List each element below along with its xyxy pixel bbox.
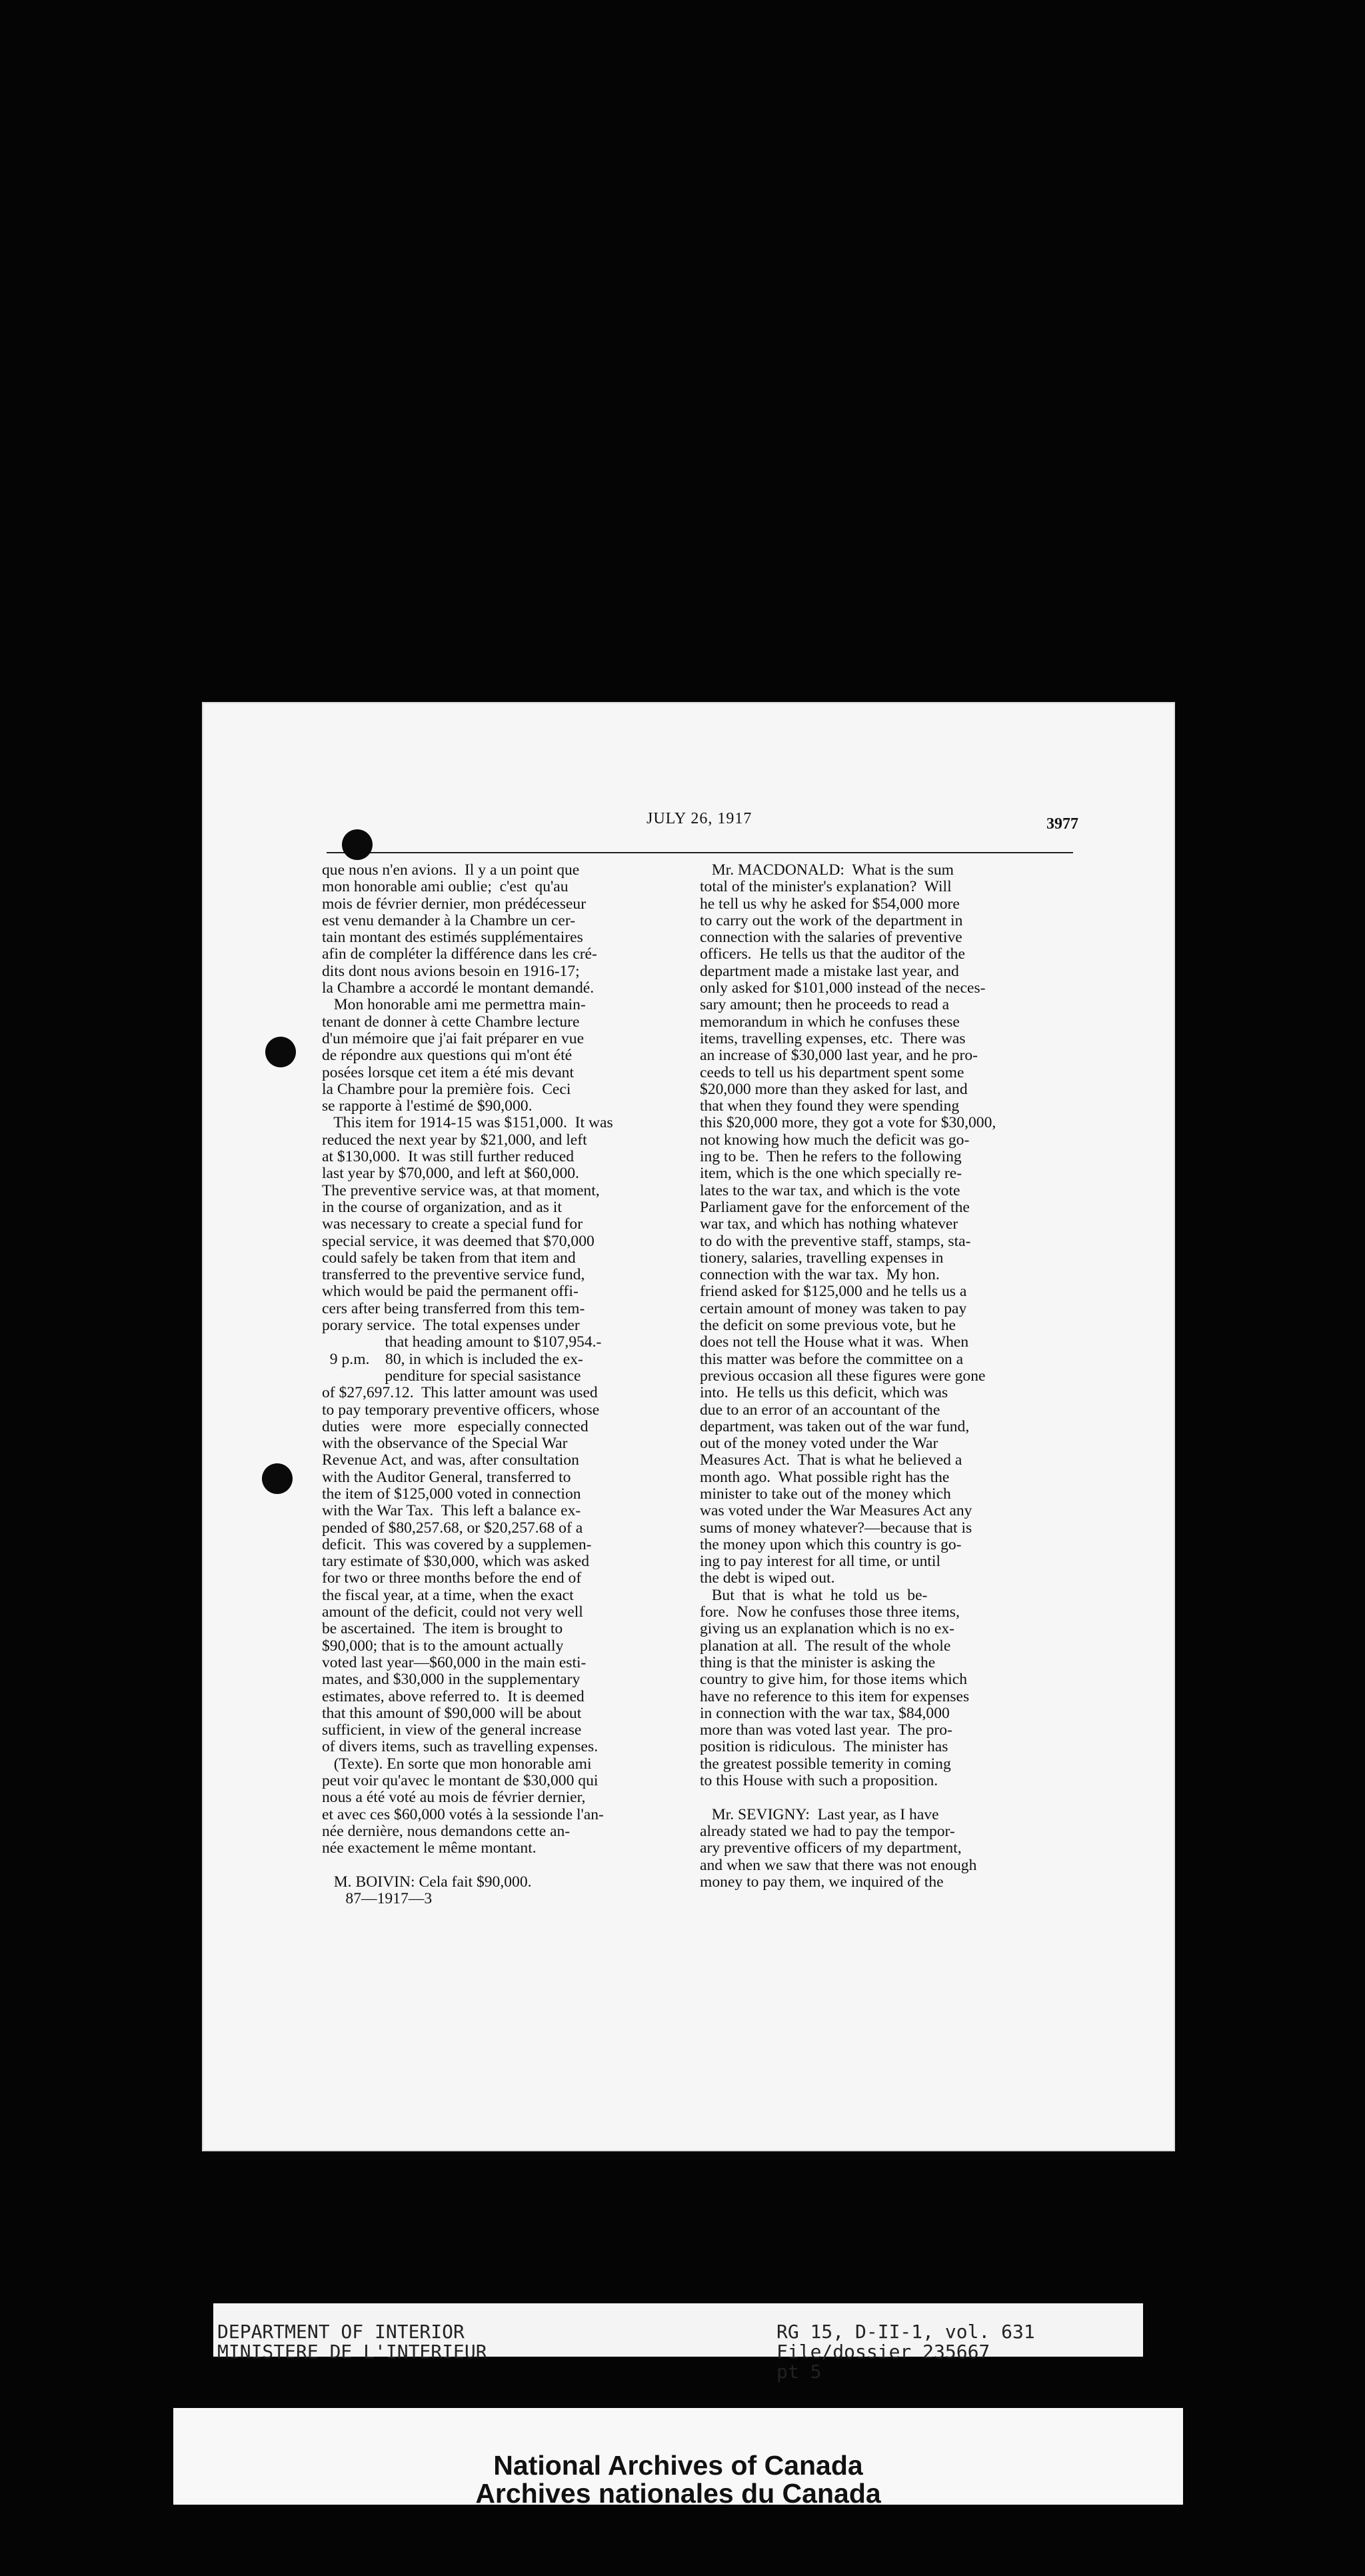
text-line: memorandum in which he confuses these	[700, 1013, 960, 1031]
text-line: to do with the preventive staff, stamps, sta-	[700, 1232, 971, 1250]
text-line: which would be paid the permanent offi-	[322, 1283, 579, 1301]
text-line: previous occasion all these figures were gone	[700, 1367, 986, 1385]
reference-line-1: RG 15, D-II-1, vol. 631	[776, 2321, 1035, 2343]
text-line: la Chambre a accordé le montant demandé.	[322, 979, 595, 997]
text-line: née exactement le même montant.	[322, 1839, 537, 1857]
text-line: out of the money voted under the War	[700, 1435, 938, 1453]
text-line: sums of money whatever?—because that is	[700, 1519, 972, 1537]
archives-name-fr: Archives nationales du Canada	[475, 2478, 881, 2509]
text-line: the item of $125,000 voted in connection	[322, 1485, 581, 1503]
text-line: the debt is wiped out.	[700, 1569, 835, 1587]
text-line: giving us an explanation which is no ex-	[700, 1620, 955, 1638]
header-rule	[327, 852, 1073, 853]
text-line: that when they found they were spending	[700, 1097, 960, 1115]
text-line: total of the minister's explanation? Will	[700, 878, 952, 896]
text-line: only asked for $101,000 instead of the neces-	[700, 979, 986, 997]
text-line: with the observance of the Special War	[322, 1435, 568, 1453]
text-line: But that is what he told us be-	[700, 1586, 928, 1604]
department-label	[217, 2322, 487, 2362]
text-line: with the War Tax. This left a balance ex-	[322, 1502, 581, 1520]
punch-hole	[262, 1463, 293, 1494]
text-line: in the course of organization, and as it	[322, 1198, 562, 1216]
header-page-number: 3977	[1046, 815, 1078, 833]
text-line: this matter was before the committee on a	[700, 1350, 964, 1368]
text-line	[322, 1857, 672, 1874]
text-line: special service, it was deemed that $70,000	[322, 1232, 595, 1250]
text-line: thing is that the minister is asking the	[700, 1653, 936, 1671]
text-line: the fiscal year, at a time, when the exact	[322, 1586, 574, 1604]
text-line: voted last year—$60,000 in the main esti-	[322, 1653, 587, 1671]
text-line: peut voir qu'avec le montant de $30,000 qui	[322, 1772, 599, 1790]
text-line: tary estimate of $30,000, which was asked	[322, 1553, 589, 1571]
text-line: mates, and $30,000 in the supplementary	[322, 1671, 581, 1689]
text-line: mois de février dernier, mon prédécesseur	[322, 895, 587, 913]
reference-line-2: File/dossier 235667	[776, 2341, 990, 2363]
text-line: dits dont nous avions besoin en 1916-17;	[322, 962, 580, 980]
text-line: to pay temporary preventive officers, whose	[322, 1401, 600, 1419]
reference-line-3: pt 5	[776, 2361, 822, 2383]
text-line: in connection with the war tax, $84,000	[700, 1704, 950, 1722]
text-line: 9 p.m. 80, in which is included the ex-	[322, 1350, 583, 1368]
text-line: more than was voted last year. The pro-	[700, 1721, 952, 1739]
text-line: porary service. The total expenses under	[322, 1317, 580, 1335]
text-line: position is ridiculous. The minister has	[700, 1738, 948, 1756]
text-line: est venu demander à la Chambre un cer-	[322, 911, 576, 929]
text-line: ceeds to tell us his department spent some	[700, 1063, 964, 1081]
text-line: last year by $70,000, and left at $60,000.	[322, 1165, 579, 1183]
text-line: nous a été voté au mois de février dernier,	[322, 1789, 586, 1807]
text-line: to this House with such a proposition.	[700, 1772, 938, 1790]
text-line: for two or three months before the end of	[322, 1569, 582, 1587]
document-page	[203, 703, 1174, 2150]
right-column	[700, 862, 1063, 1891]
text-line: items, travelling expenses, etc. There was	[700, 1029, 966, 1047]
text-line: cers after being transferred from this tem-	[322, 1299, 585, 1317]
left-column	[322, 862, 672, 1907]
text-line: 87—1917—3	[322, 1890, 433, 1908]
text-line: does not tell the House what it was. When	[700, 1333, 969, 1351]
text-line: be ascertained. The item is brought to	[322, 1620, 563, 1638]
reference-label	[776, 2322, 1035, 2382]
text-line: connection with the salaries of preventive	[700, 929, 962, 947]
text-line: lates to the war tax, and which is the vote	[700, 1181, 960, 1199]
text-line: he tell us why he asked for $54,000 more	[700, 895, 960, 913]
text-line: to carry out the work of the department in	[700, 911, 963, 929]
text-line: war tax, and which has nothing whatever	[700, 1215, 958, 1233]
text-line: This item for 1914-15 was $151,000. It was	[322, 1114, 613, 1132]
text-line: certain amount of money was taken to pay	[700, 1299, 967, 1317]
text-line: item, which is the one which specially re-	[700, 1165, 962, 1183]
text-line: Mr. MACDONALD: What is the sum	[700, 861, 954, 879]
text-line: and when we saw that there was not enough	[700, 1856, 977, 1874]
text-line: an increase of $30,000 last year, and he pro-	[700, 1047, 978, 1065]
text-line: department made a mistake last year, and	[700, 962, 959, 980]
text-line: ing to pay interest for all time, or until	[700, 1553, 941, 1571]
text-line: minister to take out of the money which	[700, 1485, 951, 1503]
archives-name-en: National Archives of Canada	[493, 2450, 863, 2481]
text-line: que nous n'en avions. Il y a un point que	[322, 861, 580, 879]
text-line: connection with the war tax. My hon.	[700, 1266, 940, 1284]
text-line: this $20,000 more, they got a vote for $30,000,	[700, 1114, 996, 1132]
text-line: de répondre aux questions qui m'ont été	[322, 1047, 573, 1065]
text-line: estimates, above referred to. It is deemed	[322, 1687, 585, 1705]
text-line: afin de compléter la différence dans les cré-	[322, 945, 597, 963]
text-line: not knowing how much the deficit was go-	[700, 1131, 970, 1149]
text-line: Mr. SEVIGNY: Last year, as I have	[700, 1805, 939, 1823]
text-line: month ago. What possible right has the	[700, 1468, 950, 1486]
text-line: have no reference to this item for expenses	[700, 1687, 970, 1705]
department-fr: MINISTERE DE L'INTERIEUR	[217, 2341, 487, 2363]
text-line: et avec ces $60,000 votés à la sessionde l'an-	[322, 1805, 604, 1823]
text-line: amount of the deficit, could not very well	[322, 1603, 583, 1621]
text-line: née dernière, nous demandons cette an-	[322, 1822, 571, 1840]
department-en: DEPARTMENT OF INTERIOR	[217, 2321, 465, 2343]
text-line: mon honorable ami oublie; c'est qu'au	[322, 878, 569, 896]
text-line: of $27,697.12. This latter amount was used	[322, 1384, 598, 1402]
text-line: tenant de donner à cette Chambre lecture	[322, 1013, 580, 1031]
text-line: into. He tells us this deficit, which was	[700, 1384, 948, 1402]
text-line: money to pay them, we inquired of the	[700, 1873, 944, 1891]
text-line: department, was taken out of the war fund,	[700, 1417, 970, 1435]
text-line	[700, 1789, 1063, 1806]
text-line: friend asked for $125,000 and he tells us a	[700, 1283, 967, 1301]
text-line: la Chambre pour la première fois. Ceci	[322, 1080, 571, 1098]
text-line: sary amount; then he proceeds to read a	[700, 996, 950, 1014]
text-line: Measures Act. That is what he believed a	[700, 1451, 962, 1469]
text-line: country to give him, for those items which	[700, 1671, 968, 1689]
text-line: tain montant des estimés supplémentaires	[322, 929, 583, 947]
text-line: due to an error of an accountant of the	[700, 1401, 940, 1419]
text-line: the money upon which this country is go-	[700, 1535, 962, 1553]
text-line: could safely be taken from that item and	[322, 1249, 576, 1267]
text-line: with the Auditor General, transferred to	[322, 1468, 571, 1486]
punch-hole	[342, 829, 373, 860]
text-line: M. BOIVIN: Cela fait $90,000.	[322, 1873, 532, 1891]
text-line: pended of $80,257.68, or $20,257.68 of a	[322, 1519, 583, 1537]
text-line: at $130,000. It was still further reduced	[322, 1148, 575, 1166]
text-line: The preventive service was, at that moment,	[322, 1181, 600, 1199]
text-line: tionery, salaries, travelling expenses in	[700, 1249, 944, 1267]
text-line: (Texte). En sorte que mon honorable ami	[322, 1755, 592, 1773]
text-line: was voted under the War Measures Act any	[700, 1502, 972, 1520]
header-date: JULY 26, 1917	[647, 810, 752, 827]
text-line: $90,000; that is to the amount actually	[322, 1637, 564, 1655]
text-line: sufficient, in view of the general increase	[322, 1721, 582, 1739]
archive-label	[213, 2303, 1143, 2383]
text-line: Parliament gave for the enforcement of the	[700, 1198, 970, 1216]
text-line: se rapporte à l'estimé de $90,000.	[322, 1097, 533, 1115]
text-line: Mon honorable ami me permettra main-	[322, 996, 586, 1014]
text-line: that this amount of $90,000 will be about	[322, 1704, 582, 1722]
text-line: was necessary to create a special fund for	[322, 1215, 583, 1233]
text-line: officers. He tells us that the auditor of the	[700, 945, 965, 963]
text-line: planation at all. The result of the whole	[700, 1637, 951, 1655]
text-line: d'un mémoire que j'ai fait préparer en vue	[322, 1029, 585, 1047]
text-line: reduced the next year by $21,000, and left	[322, 1131, 587, 1149]
punch-hole	[265, 1037, 296, 1067]
archives-banner	[173, 2408, 1183, 2509]
text-line: the deficit on some previous vote, but he	[700, 1317, 956, 1335]
text-line: that heading amount to $107,954.-	[322, 1333, 602, 1351]
text-line: ing to be. Then he refers to the following	[700, 1148, 962, 1166]
text-line: of divers items, such as travelling expenses.	[322, 1738, 599, 1756]
text-line: ary preventive officers of my department,	[700, 1839, 962, 1857]
text-line: Revenue Act, and was, after consultation	[322, 1451, 579, 1469]
text-line: $20,000 more than they asked for last, and	[700, 1080, 968, 1098]
text-line: already stated we had to pay the tempor-	[700, 1822, 955, 1840]
text-line: duties were more especially connected	[322, 1417, 589, 1435]
text-line: penditure for special sasistance	[322, 1367, 581, 1385]
text-line: the greatest possible temerity in coming	[700, 1755, 951, 1773]
text-line: fore. Now he confuses those three items,	[700, 1603, 960, 1621]
text-line: posées lorsque cet item a été mis devant	[322, 1063, 575, 1081]
text-line: transferred to the preventive service fund,	[322, 1266, 585, 1284]
text-line: deficit. This was covered by a supplemen-	[322, 1535, 592, 1553]
